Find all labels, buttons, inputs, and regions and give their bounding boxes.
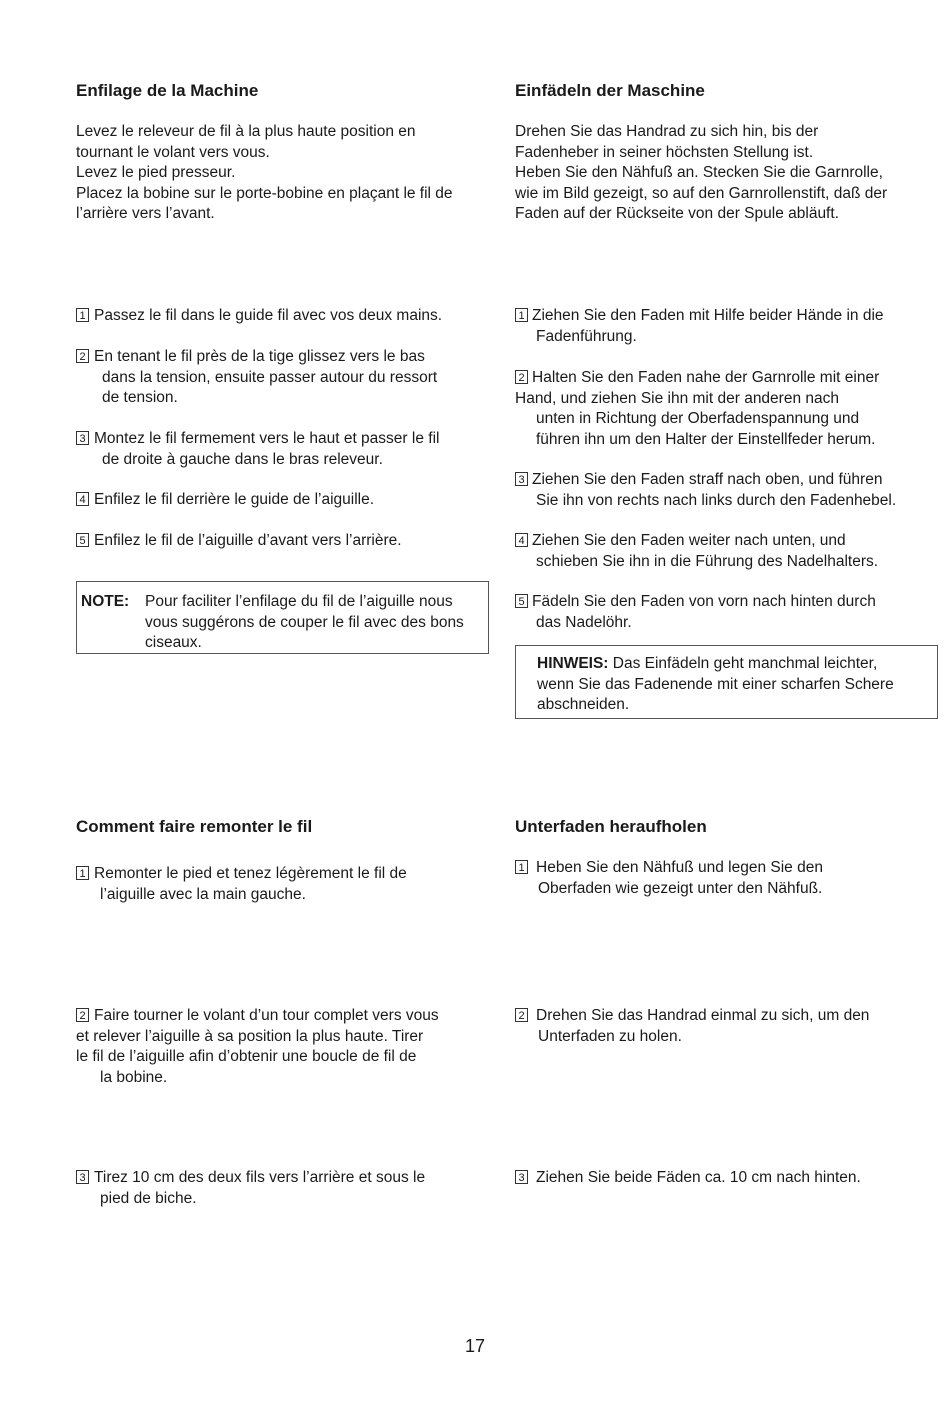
- right-intro-line: Drehen Sie das Handrad zu sich hin, bis der: [515, 123, 819, 140]
- page-number: 17: [464, 1336, 486, 1356]
- step-text: Sie ihn von rechts nach links durch den Fadenhebel.: [536, 491, 897, 509]
- step-text: unten in Richtung der Oberfadenspannung und: [536, 410, 860, 427]
- left-intro-line: Placez la bobine sur le porte-bobine en plaçant le fil de: [76, 184, 453, 202]
- right-title: Einfädeln der Maschine: [515, 81, 705, 100]
- right-step2-3: [515, 1168, 861, 1189]
- step-number: 3: [76, 431, 89, 445]
- step-text: En tenant le fil près de la tige glissez vers le bas: [94, 348, 425, 365]
- left-title-2: Comment faire remonter le fil: [76, 817, 313, 836]
- step-text: Ziehen Sie den Faden straff nach oben, und führen: [532, 471, 883, 488]
- step-text: la bobine.: [100, 1068, 168, 1086]
- left-step-3: [76, 429, 439, 470]
- step-number: 5: [76, 533, 89, 547]
- step-number: 3: [76, 1170, 89, 1184]
- step-text: le fil de l’aiguille afin d’obtenir une boucle de fil de: [76, 1048, 417, 1065]
- step-number: 3: [515, 472, 528, 486]
- step-text: de tension.: [102, 389, 178, 406]
- step-text: Hand, und ziehen Sie ihn mit der anderen nach: [515, 389, 839, 407]
- step-number: 1: [76, 866, 89, 880]
- step-text: Tirez 10 cm des deux fils vers l’arrière et sous le: [94, 1169, 426, 1186]
- step-text: Remonter le pied et tenez légèrement le fil de: [94, 865, 407, 882]
- note-line: [537, 654, 894, 675]
- step-number: 2: [76, 349, 89, 363]
- note-label: NOTE:: [81, 593, 130, 610]
- right-intro-line: Faden auf der Rückseite von der Spule abläuft.: [515, 205, 839, 222]
- step-number: 2: [515, 1008, 528, 1022]
- step-text: l’aiguille avec la main gauche.: [100, 885, 306, 903]
- step-text: Unterfaden zu holen.: [538, 1027, 682, 1045]
- step-number: 1: [515, 308, 528, 322]
- left-step2-3: [76, 1168, 425, 1209]
- step-number: 3: [515, 1170, 528, 1184]
- left-step-4: [76, 490, 374, 511]
- step-text: Fadenführung.: [536, 327, 637, 345]
- left-step-5: [76, 531, 402, 552]
- left-intro: [76, 122, 453, 225]
- left-intro-line: l’arrière vers l’avant.: [76, 205, 215, 222]
- note-text: [145, 592, 464, 654]
- note-line: Pour faciliter l’enfilage du fil de l’aiguille nous: [145, 593, 453, 610]
- note-text: [537, 654, 894, 716]
- right-step2-1: [515, 858, 823, 899]
- step-number: 2: [76, 1008, 89, 1022]
- step-text: führen ihn um den Halter der Einstellfeder herum.: [536, 430, 876, 448]
- left-note-box: [76, 581, 489, 654]
- note-line: abschneiden.: [537, 696, 630, 713]
- left-step2-2: [76, 1006, 439, 1088]
- step-text: de droite à gauche dans le bras releveur.: [102, 450, 383, 468]
- left-intro-line: Levez le releveur de fil à la plus haute position en: [76, 123, 416, 140]
- left-intro-line: tournant le volant vers vous.: [76, 143, 270, 161]
- step-text: Ziehen Sie den Faden mit Hilfe beider Hände in die: [532, 307, 884, 324]
- left-intro-line: Levez le pied presseur.: [76, 164, 236, 181]
- note-line-text: Das Einfädeln geht manchmal leichter,: [608, 655, 878, 672]
- left-step2-1: [76, 864, 407, 905]
- note-line: vous suggérons de couper le fil avec des bons: [145, 613, 464, 631]
- step-text: pied de biche.: [100, 1189, 197, 1207]
- step-text: Ziehen Sie den Faden weiter nach unten, und: [532, 532, 846, 549]
- step-text: Enfilez le fil de l’aiguille d’avant vers l’arrière.: [94, 532, 402, 549]
- step-text: Enfilez le fil derrière le guide de l’aiguille.: [94, 491, 375, 508]
- left-step-1: [76, 306, 442, 327]
- step-number: 4: [76, 492, 89, 506]
- step-text: schieben Sie ihn in die Führung des Nadelhalters.: [536, 552, 879, 570]
- step-text: dans la tension, ensuite passer autour du ressort: [102, 368, 438, 386]
- left-title: Enfilage de la Machine: [76, 81, 259, 100]
- note-line: ciseaux.: [145, 634, 202, 651]
- right-intro-line: Fadenheber in seiner höchsten Stellung ist.: [515, 143, 814, 161]
- step-text: Heben Sie den Nähfuß und legen Sie den: [536, 859, 823, 876]
- left-step-2: [76, 347, 437, 409]
- note-label: HINWEIS:: [537, 655, 609, 672]
- step-text: Drehen Sie das Handrad einmal zu sich, um den: [536, 1007, 870, 1024]
- step-text: Halten Sie den Faden nahe der Garnrolle mit einer: [532, 369, 880, 386]
- step-number: 2: [515, 370, 528, 384]
- step-text: Fädeln Sie den Faden von vorn nach hinten durch: [532, 593, 876, 610]
- step-text: Passez le fil dans le guide fil avec vos deux mains.: [94, 307, 443, 324]
- step-text: Ziehen Sie beide Fäden ca. 10 cm nach hinten.: [536, 1169, 861, 1186]
- right-step-3: [515, 470, 896, 511]
- right-step-1: [515, 306, 884, 347]
- step-number: 5: [515, 594, 528, 608]
- right-intro-line: Heben Sie den Nähfuß an. Stecken Sie die Garnrolle,: [515, 164, 883, 181]
- step-text: et relever l’aiguille à sa position la plus haute. Tirer: [76, 1027, 424, 1045]
- right-intro-line: wie im Bild gezeigt, so auf den Garnrollenstift, daß der: [515, 184, 888, 202]
- step-text: das Nadelöhr.: [536, 613, 632, 631]
- right-step2-2: [515, 1006, 869, 1047]
- right-step-2: [515, 368, 879, 450]
- right-step-4: [515, 531, 878, 572]
- right-note-box: [515, 645, 938, 719]
- right-intro: [515, 122, 887, 225]
- step-text: Oberfaden wie gezeigt unter den Nähfuß.: [538, 879, 823, 897]
- note-line: wenn Sie das Fadenende mit einer scharfen Schere: [537, 675, 894, 693]
- step-number: 4: [515, 533, 528, 547]
- right-title-2: Unterfaden heraufholen: [515, 817, 707, 836]
- step-text: Montez le fil fermement vers le haut et passer le fil: [94, 430, 440, 447]
- step-number: 1: [515, 860, 528, 874]
- step-number: 1: [76, 308, 89, 322]
- step-text: Faire tourner le volant d’un tour complet vers vous: [94, 1007, 439, 1024]
- right-step-5: [515, 592, 876, 633]
